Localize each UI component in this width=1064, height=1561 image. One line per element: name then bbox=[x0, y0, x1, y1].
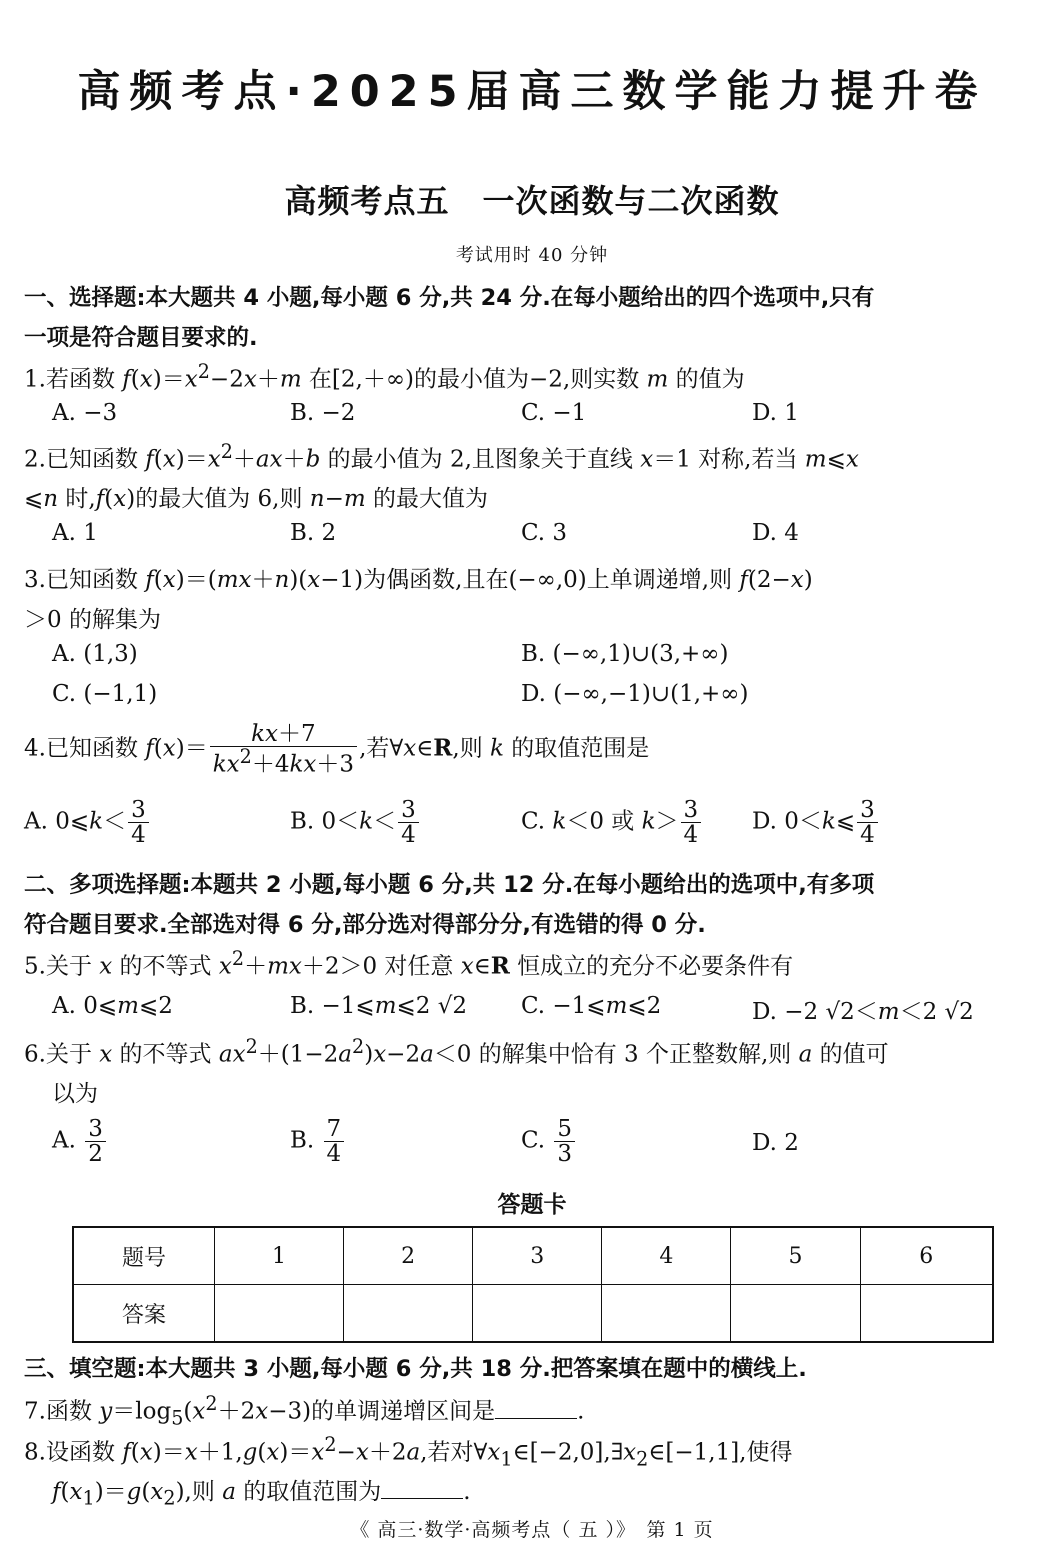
question-number-cell: 4 bbox=[602, 1227, 731, 1285]
row-label: 题号 bbox=[73, 1227, 215, 1285]
question-3: 3.已知函数 f(x)＝(mx＋n)(x−1)为偶函数,且在(−∞,0)上单调递增,则 f(2−x) bbox=[24, 567, 813, 593]
fraction: $\frac{kx+7}{kx^2+4kx+3}$ bbox=[210, 722, 357, 777]
q4-option-d[interactable]: D. 0＜k⩽ $\frac{3}{4}$ bbox=[752, 798, 880, 847]
section2-heading-line2: 符合题目要求.全部选对得 6 分,部分选对得部分分,有选错的得 0 分. bbox=[24, 912, 706, 938]
q1-option-c[interactable]: C. −1 bbox=[521, 400, 587, 426]
q4-option-c[interactable]: C. k＜0 或 k＞ $\frac{3}{4}$ bbox=[521, 798, 703, 847]
page-footer: 《 高三·数学·高频考点（ 五 ）》 第 1 页 bbox=[350, 1519, 714, 1541]
exam-time-note: 考试用时 40 分钟 bbox=[455, 245, 609, 266]
question-8: 8.设函数 $f(x)=x+1,g(x)=x^2-x+2a$,若对$\forall x_1\in[-2,0],\exists x_2\in[-1,1]$,使得 bbox=[24, 1433, 793, 1471]
q6-option-d[interactable]: D. 2 bbox=[752, 1130, 799, 1156]
section3-heading: 三、填空题:本大题共 3 小题,每小题 6 分,共 18 分.把答案填在题中的横线上. bbox=[24, 1356, 807, 1382]
exam-main-title: 高频考点·2025届高三数学能力提升卷 bbox=[77, 67, 987, 117]
answer-card-title: 答题卡 bbox=[497, 1192, 567, 1218]
answer-card-table bbox=[72, 1226, 994, 1343]
question-2-line2: ⩽n 时,f(x)的最大值为 6,则 n−m 的最大值为 bbox=[24, 486, 488, 512]
q6-option-b[interactable]: B. $\frac{7}{4}$ bbox=[290, 1117, 346, 1166]
answer-blank[interactable] bbox=[495, 1398, 577, 1419]
question-number-cell: 2 bbox=[344, 1227, 473, 1285]
question-8-line2: $f(x_1)=g(x_2)$,则 a 的取值范围为 . bbox=[52, 1479, 471, 1510]
question-7: 7.函数 $y=\log_5(x^2+2x-3)$的单调递增区间是 . bbox=[24, 1392, 585, 1430]
section2-heading-line1: 二、多项选择题:本题共 2 小题,每小题 6 分,共 12 分.在每小题给出的选项中,有多项 bbox=[24, 872, 875, 898]
answer-cell[interactable] bbox=[344, 1285, 473, 1343]
answer-cell[interactable] bbox=[473, 1285, 602, 1343]
section1-heading-line2: 一项是符合题目要求的. bbox=[24, 325, 258, 351]
question-number: 8. bbox=[24, 1439, 46, 1466]
q3-option-c[interactable]: C. (−1,1) bbox=[52, 681, 158, 707]
question-4: 4.已知函数 f(x)＝ $\frac{kx+7}{kx^2+4kx+3}$ ,若∀x∈R,则 k 的取值范围是 bbox=[24, 721, 650, 778]
answer-cell[interactable] bbox=[215, 1285, 344, 1343]
question-6-line2: 以为 bbox=[52, 1081, 98, 1107]
q5-option-d[interactable]: D. −2 √2＜m＜2 √2 bbox=[752, 999, 974, 1025]
q3-option-d[interactable]: D. (−∞,−1)∪(1,+∞) bbox=[521, 681, 749, 707]
question-number: 7. bbox=[24, 1398, 46, 1425]
q3-option-b[interactable]: B. (−∞,1)∪(3,+∞) bbox=[521, 641, 729, 667]
question-number: 5. bbox=[24, 953, 46, 980]
q6-option-a[interactable]: A. $\frac{3}{2}$ bbox=[52, 1117, 108, 1166]
q4-option-a[interactable]: A. 0⩽k＜ $\frac{3}{4}$ bbox=[24, 798, 151, 847]
q1-option-b[interactable]: B. −2 bbox=[290, 400, 356, 426]
question-number: 6. bbox=[24, 1041, 46, 1068]
q4-option-b[interactable]: B. 0＜k＜ $\frac{3}{4}$ bbox=[290, 798, 421, 847]
answer-cell[interactable] bbox=[602, 1285, 731, 1343]
row-label: 答案 bbox=[73, 1285, 215, 1343]
q1-option-d[interactable]: D. 1 bbox=[752, 400, 799, 426]
answer-card-number-row bbox=[73, 1227, 993, 1285]
question-number: 3. bbox=[24, 567, 46, 593]
question-number-cell: 3 bbox=[473, 1227, 602, 1285]
q6-option-c[interactable]: C. $\frac{5}{3}$ bbox=[521, 1117, 577, 1166]
q5-option-a[interactable]: A. 0⩽m⩽2 bbox=[52, 993, 173, 1019]
question-number-cell: 5 bbox=[731, 1227, 860, 1285]
answer-blank[interactable] bbox=[381, 1478, 463, 1499]
topic-title: 高频考点五 一次函数与二次函数 bbox=[284, 182, 780, 220]
question-number-cell: 6 bbox=[860, 1227, 993, 1285]
q2-option-d[interactable]: D. 4 bbox=[752, 520, 799, 546]
q5-option-c[interactable]: C. −1⩽m⩽2 bbox=[521, 993, 662, 1019]
question-3-line2: ＞0 的解集为 bbox=[24, 607, 161, 633]
question-number: 1. bbox=[24, 366, 46, 393]
q5-option-b[interactable]: B. −1⩽m⩽2 √2 bbox=[290, 993, 468, 1019]
q2-option-a[interactable]: A. 1 bbox=[52, 520, 98, 546]
question-1: 1.若函数 $f(x)=x^2-2x+m$ 在[2,＋∞)的最小值为−2,则实数 m 的值为 bbox=[24, 360, 745, 393]
answer-cell[interactable] bbox=[731, 1285, 860, 1343]
q2-option-b[interactable]: B. 2 bbox=[290, 520, 337, 546]
question-2: 2.已知函数 $f(x)=x^2+ax+b$ 的最小值为 2,且图象关于直线 x＝1 对称,若当 m⩽x bbox=[24, 440, 859, 473]
question-number: 4. bbox=[24, 735, 46, 762]
answer-card-answer-row bbox=[73, 1285, 993, 1343]
q1-option-a[interactable]: A. −3 bbox=[52, 400, 118, 426]
question-number-cell: 1 bbox=[215, 1227, 344, 1285]
q3-option-a[interactable]: A. (1,3) bbox=[52, 641, 138, 667]
question-6: 6.关于 x 的不等式 $ax^2+(1-2a^2)x-2a<0$ 的解集中恰有 3 个正整数解,则 a 的值可 bbox=[24, 1035, 889, 1068]
answer-cell[interactable] bbox=[860, 1285, 993, 1343]
question-5: 5.关于 x 的不等式 $x^2+mx+2>0$ 对任意 x∈R 恒成立的充分不必要条件有 bbox=[24, 947, 794, 980]
section1-heading-line1: 一、选择题:本大题共 4 小题,每小题 6 分,共 24 分.在每小题给出的四个选项中,只有 bbox=[24, 285, 875, 311]
question-number: 2. bbox=[24, 446, 46, 473]
q2-option-c[interactable]: C. 3 bbox=[521, 520, 568, 546]
